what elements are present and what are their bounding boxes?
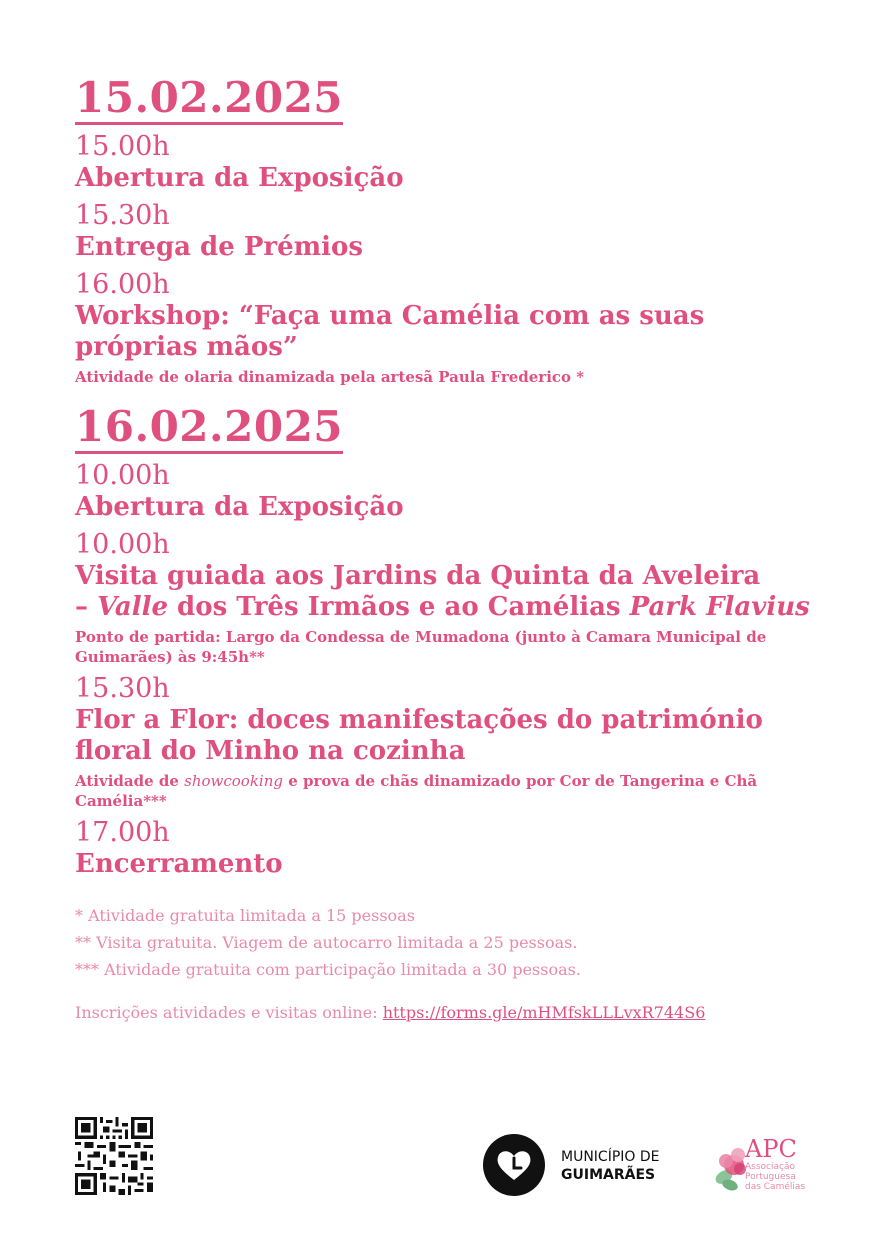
signup-line (75, 1003, 815, 1022)
event-description: Atividade de olaria dinamizada pela artesã Paula Frederico * (75, 368, 585, 386)
guimaraes-heart-logo-icon (483, 1134, 545, 1196)
footnotes (75, 902, 815, 983)
event-time: 10.00h (75, 529, 170, 560)
title-prefix: – (75, 592, 98, 622)
event-title: Flor a Flor: doces manifestações do património floral do Minho na cozinha (75, 705, 763, 766)
signup-label: Inscrições atividades e visitas online: (75, 1003, 383, 1022)
event-time: 17.00h (75, 817, 170, 848)
apc-line1: Associação (745, 1162, 795, 1172)
qr-code-icon (75, 1117, 153, 1195)
event-title-line1: Visita guiada aos Jardins da Quinta da Aveleira (75, 561, 761, 591)
footnote: * Atividade gratuita limitada a 15 pessoas (75, 906, 415, 925)
event-time: 15.30h (75, 673, 170, 704)
municipio-line1: MUNICÍPIO DE (561, 1149, 660, 1165)
title-middle: dos Três Irmãos e ao Camélias (168, 592, 630, 622)
apc-line3: das Camélias (745, 1182, 806, 1192)
event-item (75, 131, 815, 194)
event-time: 10.00h (75, 460, 170, 491)
desc-italic: showcooking (184, 772, 283, 790)
desc-prefix: Atividade de (75, 772, 185, 790)
programme (75, 74, 815, 1022)
event-item (75, 817, 815, 880)
desc-suffix: e prova de chãs dinamizado por Cor de Tangerina e Chã Camélia*** (75, 772, 758, 810)
event-time: 15.00h (75, 131, 170, 162)
municipio-line2: GUIMARÃES (561, 1167, 656, 1183)
event-title: Abertura da Exposição (75, 163, 404, 193)
event-title: Workshop: “Faça uma Camélia com as suas próprias mãos” (75, 301, 705, 362)
event-time: 15.30h (75, 200, 170, 231)
municipio-logo-text (561, 1148, 660, 1184)
footnote: *** Atividade gratuita com participação limitada a 30 pessoas. (75, 960, 581, 979)
day2-section (75, 403, 815, 880)
day2-date: 16.02.2025 (75, 403, 343, 454)
event-title: Encerramento (75, 849, 283, 879)
event-title (75, 561, 815, 623)
event-item (75, 200, 815, 263)
event-item (75, 269, 815, 387)
event-time: 16.00h (75, 269, 170, 300)
signup-link[interactable]: https://forms.gle/mHMfskLLLvxR744S6 (382, 1003, 706, 1022)
event-description (75, 771, 815, 811)
apc-acronym: APC (745, 1135, 797, 1163)
title-italic-valle: Valle (97, 592, 168, 622)
event-title: Abertura da Exposição (75, 492, 404, 522)
footnote: ** Visita gratuita. Viagem de autocarro limitada a 25 pessoas. (75, 933, 578, 952)
day1-date: 15.02.2025 (75, 74, 343, 125)
event-item (75, 529, 815, 667)
event-item (75, 673, 815, 811)
apc-logo-text (745, 1136, 805, 1192)
day1-section (75, 74, 815, 387)
event-title: Entrega de Prémios (75, 232, 363, 262)
event-description: Ponto de partida: Largo da Condessa de Mumadona (junto à Camara Municipal de Guimarães) às 9:45h** (75, 628, 767, 666)
event-title-line2 (75, 592, 815, 623)
title-italic-park: Park Flavius (629, 592, 810, 622)
apc-line2: Portuguesa (745, 1172, 796, 1182)
event-item (75, 460, 815, 523)
